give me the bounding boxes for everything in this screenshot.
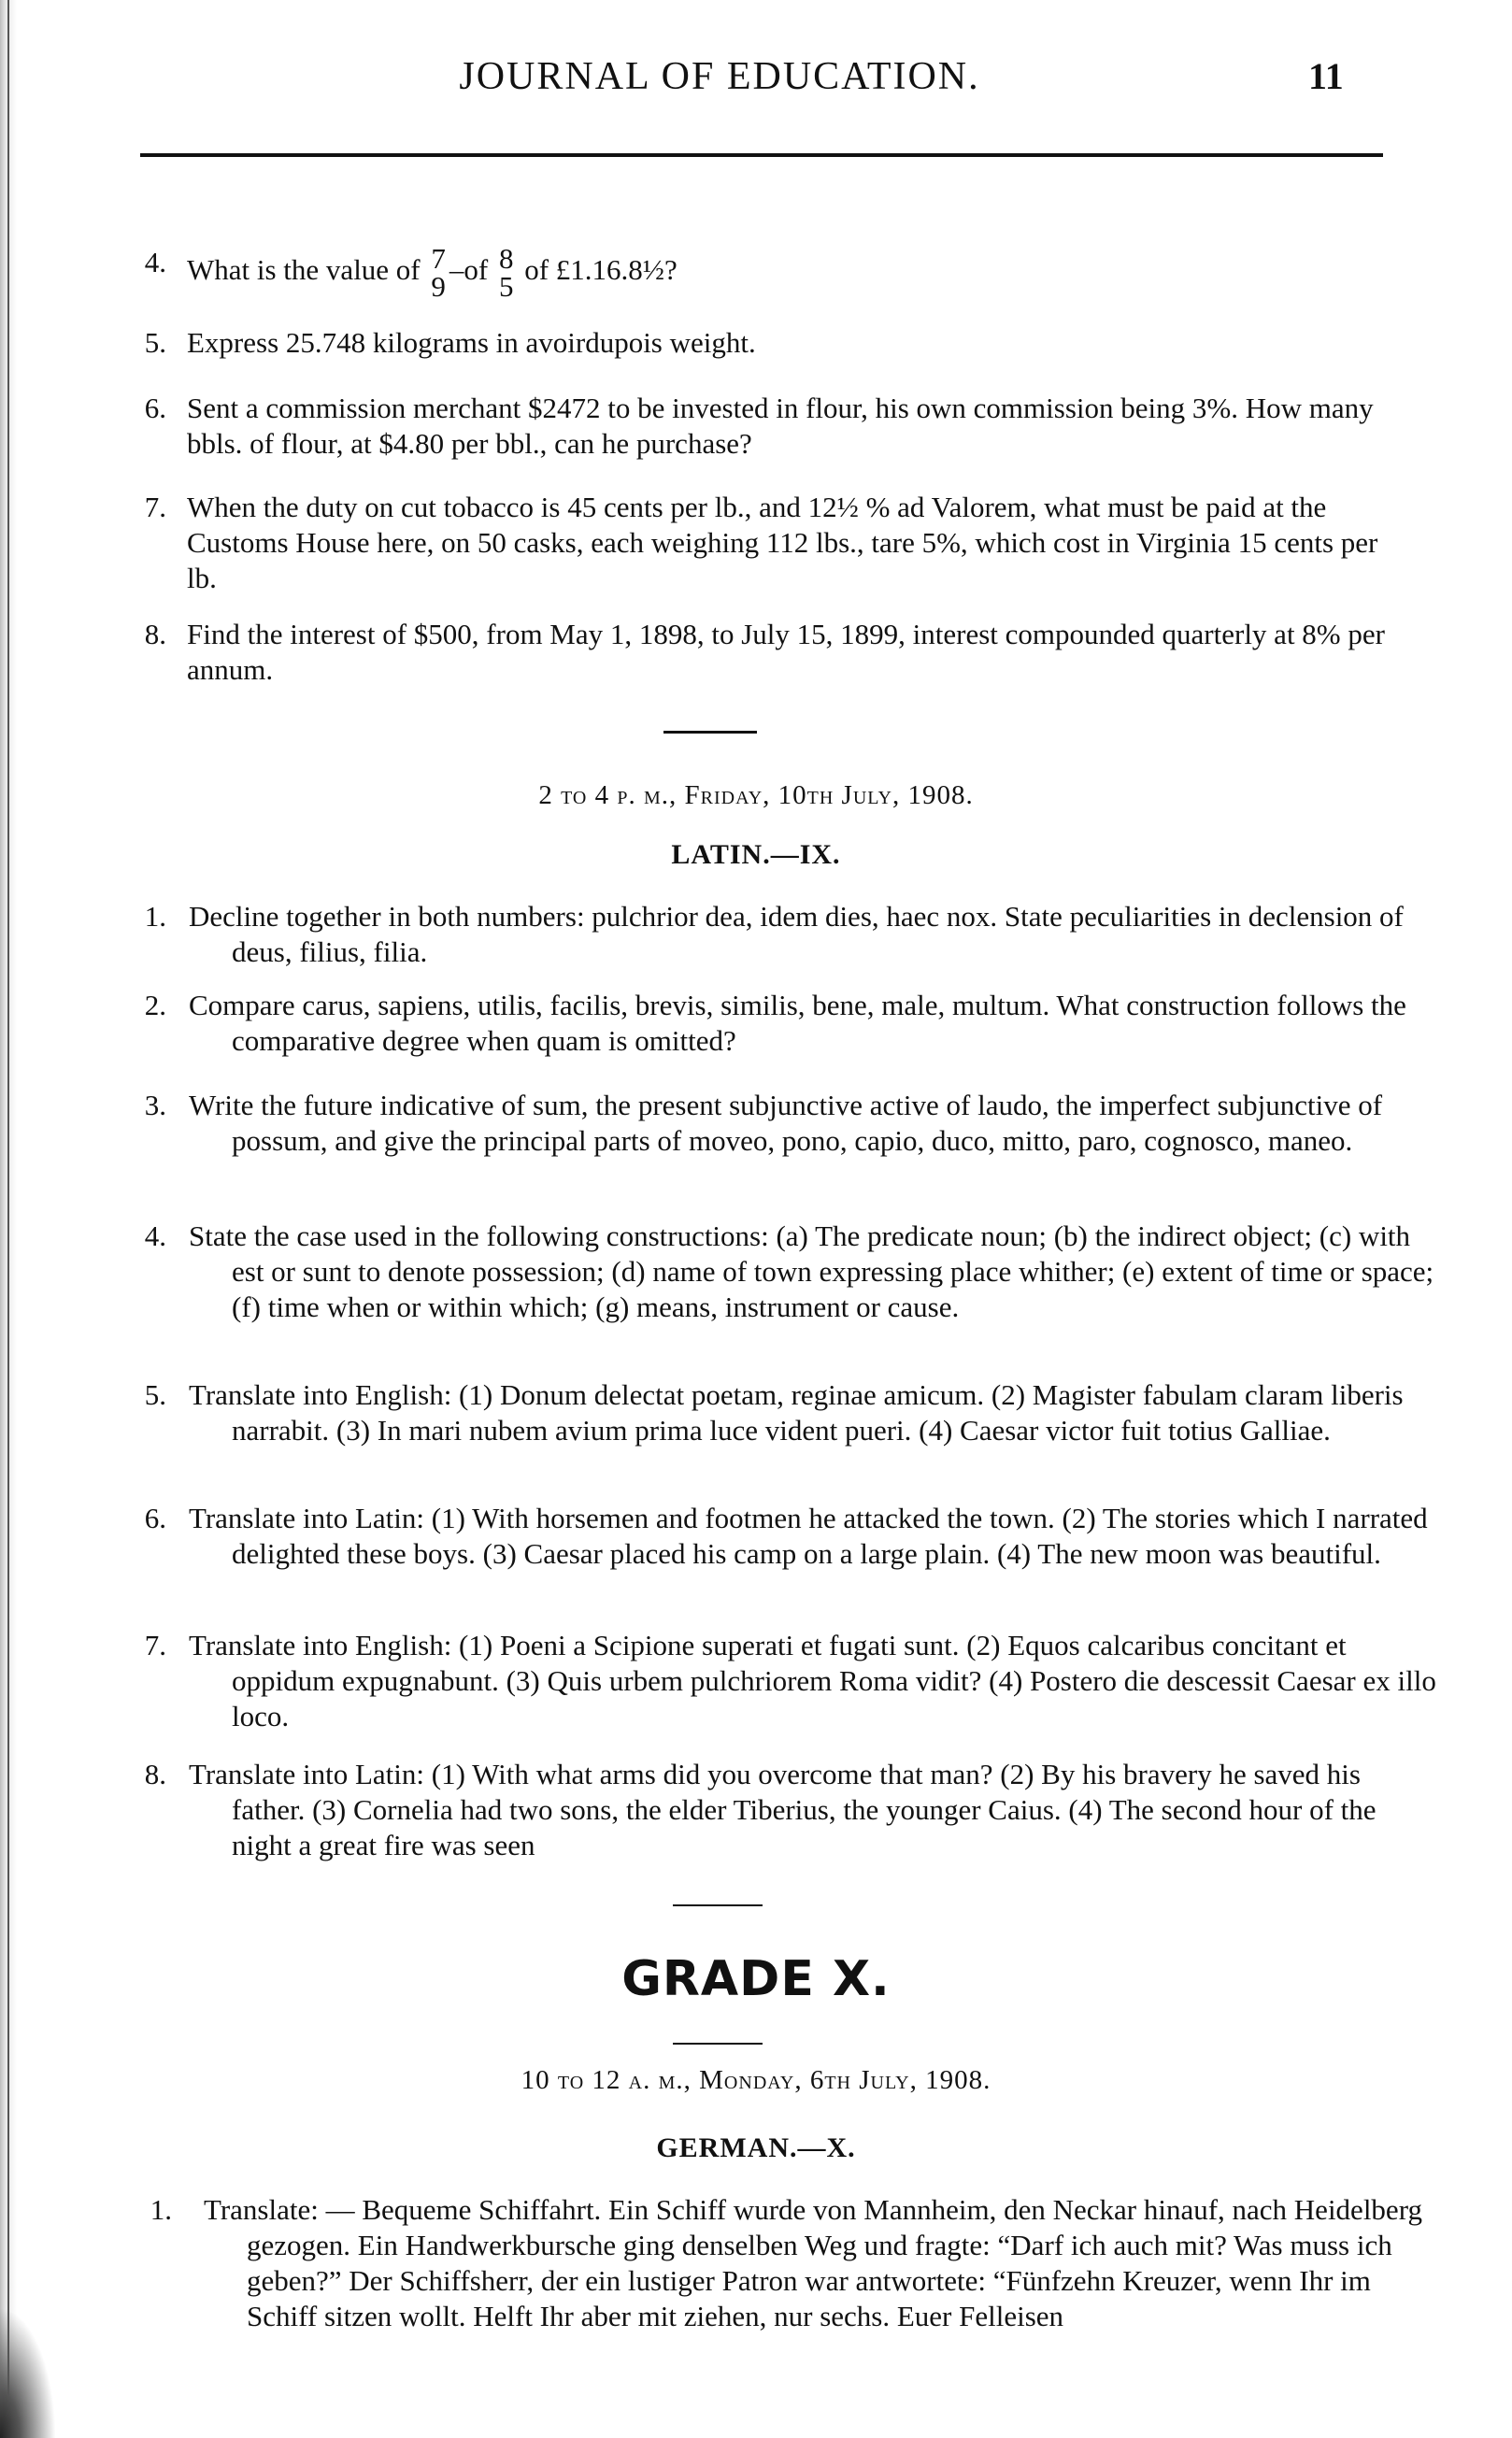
question-text: Find the interest of $500, from May 1, 1898, to July 15, 1899, interest compounded quarterly at 8% per annum. [187,618,1385,686]
question-text [187,242,1392,303]
fraction-denominator: 5 [498,270,514,303]
page-number: 11 [1308,55,1344,97]
question-text-before: What is the value of [187,253,421,287]
question-text: State the case used in the following constructions: (a) The predicate noun; (b) the indirect object; (c) with est or sunt to denote possession; (d) name of town expressing place whither; (e) extent of time or space; (f) time when or within which; (g) means, instrument or cause. [189,1219,1434,1323]
question-text: Sent a commission merchant $2472 to be invested in flour, his own commission being 3%. How many bbls. of flour, at $4.80 per bbl., can he purchase? [187,392,1374,460]
arithmetic-question-6 [144,391,1392,462]
latin-question-8 [144,1757,1437,1863]
german-subject-heading: GERMAN.—X. [656,2132,856,2163]
question-number: 4. [144,1219,166,1252]
question-text: Translate into English: (1) Donum delectat poetam, reginae amicum. (2) Magister fabulam claram liberis narrabit. (3) In mari nubem avium prima luce vident pueri. (4) Caesar victor fuit totius Galliae. [189,1378,1404,1447]
question-number: 2. [144,989,166,1021]
latin-question-7 [144,1628,1437,1734]
header-rule [140,153,1383,157]
question-text: Compare carus, sapiens, utilis, facilis, brevis, similis, bene, male, multum. What construction follows the comparative degree when quam is omitted? [189,989,1406,1057]
arithmetic-question-5 [144,325,1392,361]
latin-question-3 [144,1088,1437,1159]
question-number: 1. [150,2193,172,2226]
fraction-seven-ninths [431,242,446,303]
question-number: 1. [144,900,166,933]
section-divider [663,731,757,734]
latin-question-4 [144,1219,1437,1325]
latin-question-1 [144,899,1437,970]
question-text: Write the future indicative of sum, the present subjunctive active of laudo, the imperfect subjunctive of possum, and give the principal parts of moveo, pono, capio, duco, mitto, paro, cognosco, maneo. [189,1089,1383,1157]
question-number: 4. [144,246,166,278]
german-question-1 [150,2192,1438,2334]
grade-divider [673,2043,763,2045]
question-number: 6. [144,392,166,424]
latin-question-2 [144,988,1437,1059]
question-number: 7. [144,1629,166,1661]
question-number: 7. [144,491,166,523]
question-text: Translate into Latin: (1) With horsemen and footmen he attacked the town. (2) The stories which I narrated delighted these boys. (3) Caesar placed his camp on a large plain. (4) The new moon was beautiful. [189,1502,1428,1570]
fraction-denominator: 9 [431,270,446,303]
german-session-line: 10 to 12 a. m., Monday, 6th July, 1908. [521,2065,991,2095]
question-number: 5. [144,1378,166,1411]
arithmetic-question-8 [144,617,1392,688]
latin-subject-heading: LATIN.—IX. [671,839,841,870]
latin-session-line: 2 to 4 p. m., Friday, 10th July, 1908. [538,780,974,810]
latin-question-6 [144,1501,1437,1572]
arithmetic-question-4 [144,242,1392,303]
running-head: JOURNAL OF EDUCATION. [459,55,980,98]
fraction-numerator: 7 [431,242,446,275]
latin-question-5 [144,1377,1437,1448]
corner-smudge [0,2307,56,2438]
grade-heading: GRADE X. [621,1951,891,2007]
fraction-eight-fifths [498,242,514,303]
question-text: Translate: — Bequeme Schiffahrt. Ein Schiff wurde von Mannheim, den Neckar hinauf, nach Heidelberg gezogen. Ein Handwerkbursche ging denselben Weg und fragte: “Darf ich auch mit? Was muss ich geben?” Der Schiffsherr, der ein lustiger Patron war antwortete: “Fünfzehn Kreuzer, wenn Ihr im Schiff sitzen wollt. Helft Ihr aber mit ziehen, nur sechs. Euer Felleisen [204,2193,1422,2332]
question-text: When the duty on cut tobacco is 45 cents per lb., and 12½ % ad Valorem, what must be paid at the Customs House here, on 50 casks, each weighing 112 lbs., tare 5%, which cost in Virginia 15 cents per lb. [187,491,1378,594]
question-number: 8. [144,618,166,650]
question-number: 3. [144,1089,166,1121]
arithmetic-question-7 [144,490,1392,596]
fraction-numerator: 8 [498,242,514,275]
question-text: Express 25.748 kilograms in avoirdupois weight. [187,326,756,359]
question-text: Translate into Latin: (1) With what arms did you overcome that man? (2) By his bravery he saved his father. (3) Cornelia had two sons, the elder Tiberius, the younger Caius. (4) The second hour of the night a great fire was seen [189,1758,1376,1861]
question-number: 8. [144,1758,166,1790]
question-text-mid: –of [449,253,489,287]
question-number: 6. [144,1502,166,1534]
question-number: 5. [144,326,166,359]
question-text-after: of £1.16.8½? [524,253,678,287]
question-text: Decline together in both numbers: pulchrior dea, idem dies, haec nox. State peculiarities in declension of deus, filius, filia. [189,900,1404,968]
question-text: Translate into English: (1) Poeni a Scipione superati et fugati sunt. (2) Equos calcaribus concitant et oppidum expugnabunt. (3) Quis urbem pulchriorem Roma vidit? (4) Postero die descessit Caesar ex illo loco. [189,1629,1436,1732]
section-divider [673,1904,763,1906]
